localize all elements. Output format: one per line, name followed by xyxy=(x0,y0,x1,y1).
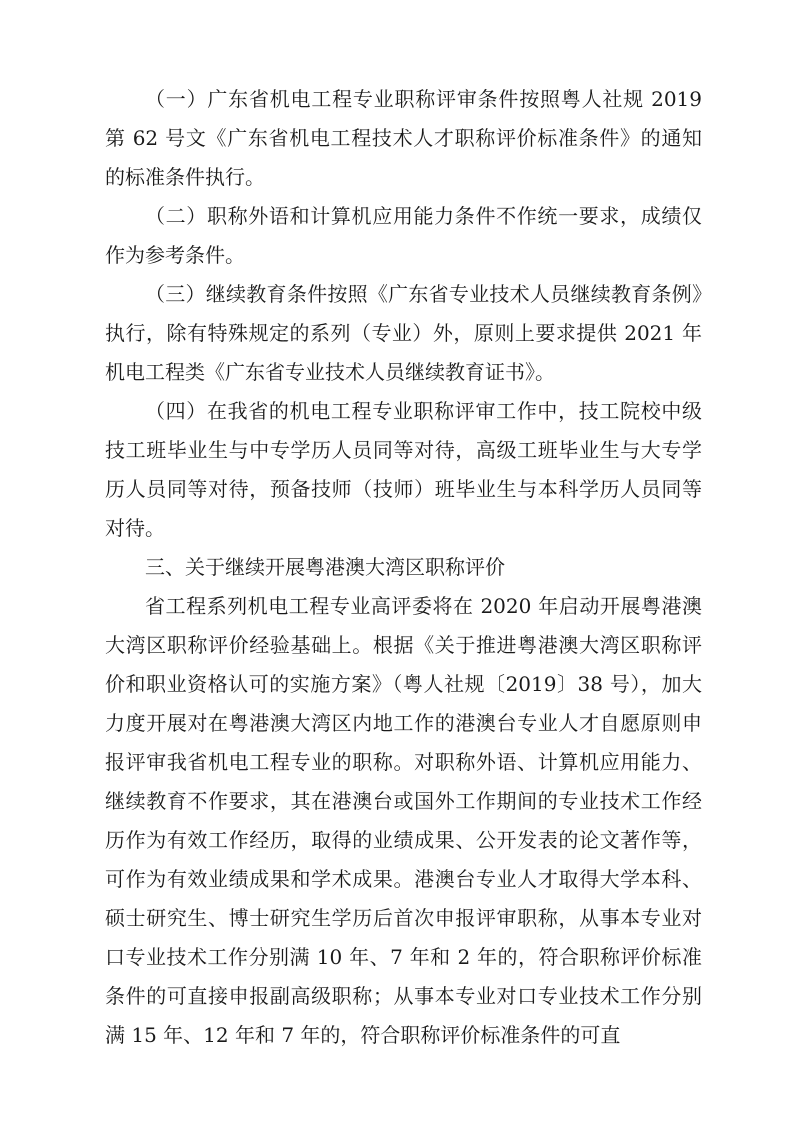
paragraph-1: （一）广东省机电工程专业职称评审条件按照粤人社规 2019 第 62 号文《广东省机电工程技术人才职称评价标准条件》的通知的标准条件执行。 xyxy=(105,87,702,189)
paragraph-4: （四）在我省的机电工程专业职称评审工作中，技工院校中级技工班毕业生与中专学历人员同等对待，高级工班毕业生与大专学历人员同等对待，预备技师（技师）班毕业生与本科学历人员同等对待。 xyxy=(105,399,702,540)
document-body xyxy=(105,80,702,1055)
paragraph-2: （二）职称外语和计算机应用能力条件不作统一要求，成绩仅作为参考条件。 xyxy=(105,204,702,267)
section-paragraph: 省工程系列机电工程专业高评委将在 2020 年启动开展粤港澳大湾区职称评价经验基础上。根据《关于推进粤港澳大湾区职称评价和职业资格认可的实施方案》（粤人社规〔2019〕38 号），加大力度开展对在粤港澳大湾区内地工作的港澳台专业人才自愿原则申报评审我省机电工程专业的职称。对职称外语、计算机应用能力、继续教育不作要求，其在港澳台或国外工作期间的专业技术工作经历作为有效工作经历，取得的业绩成果、公开发表的论文著作等，可作为有效业绩成果和学术成果。港澳台专业人才取得大学本科、硕士研究生、博士研究生学历后首次申报评审职称，从事本专业对口专业技术工作分别满 10 年、7 年和 2 年的，符合职称评价标准条件的可直接申报副高级职称；从事本专业对口专业技术工作分别满 15 年、12 年和 7 年的，符合职称评价标准条件的可直 xyxy=(105,594,702,1047)
paragraph-3: （三）继续教育条件按照《广东省专业技术人员继续教育条例》执行，除有特殊规定的系列（专业）外，原则上要求提供 2021 年机电工程类《广东省专业技术人员继续教育证书》。 xyxy=(105,282,702,384)
section-heading: 三、关于继续开展粤港澳大湾区职称评价 xyxy=(145,555,505,579)
